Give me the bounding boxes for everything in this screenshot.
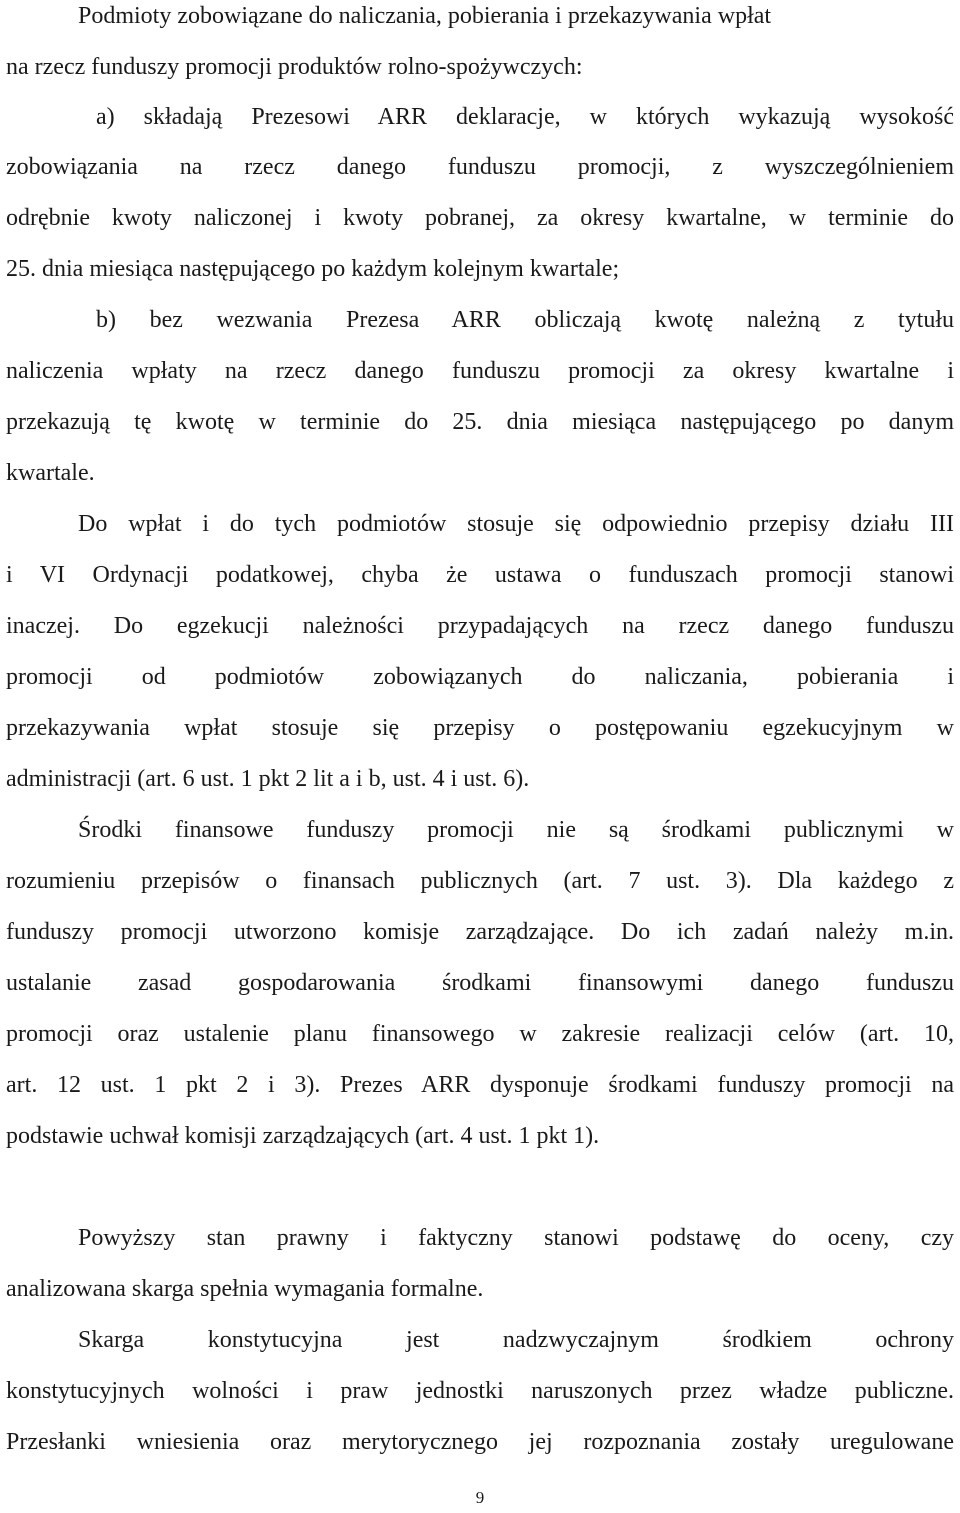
- text-line: Powyższy stan prawny i faktyczny stanowi podstawę do oceny, czy: [78, 1225, 954, 1251]
- text-line: a) składają Prezesowi ARR deklaracje, w których wykazują wysokość: [96, 104, 954, 130]
- text-line: odrębnie kwoty naliczonej i kwoty pobranej, za okresy kwartalne, w terminie do: [6, 205, 954, 231]
- text-line: promocji oraz ustalenie planu finansowego w zakresie realizacji celów (art. 10,: [6, 1021, 954, 1047]
- text-line: ustalanie zasad gospodarowania środkami finansowymi danego funduszu: [6, 970, 954, 996]
- text-line: promocji od podmiotów zobowiązanych do naliczania, pobierania i: [6, 664, 954, 690]
- text-line: naliczenia wpłaty na rzecz danego funduszu promocji za okresy kwartalne i: [6, 358, 954, 384]
- text-line: analizowana skarga spełnia wymagania formalne.: [6, 1276, 484, 1302]
- text-line: administracji (art. 6 ust. 1 pkt 2 lit a i b, ust. 4 i ust. 6).: [6, 766, 530, 792]
- text-line: Przesłanki wniesienia oraz merytorycznego jej rozpoznania zostały uregulowane: [6, 1429, 954, 1455]
- text-line: przekazywania wpłat stosuje się przepisy o postępowaniu egzekucyjnym w: [6, 715, 954, 741]
- text-line: Do wpłat i do tych podmiotów stosuje się odpowiednio przepisy działu III: [78, 511, 954, 537]
- text-line: i VI Ordynacji podatkowej, chyba że ustawa o funduszach promocji stanowi: [6, 562, 954, 588]
- text-line: kwartale.: [6, 460, 95, 486]
- text-line: Środki finansowe funduszy promocji nie są środkami publicznymi w: [78, 817, 954, 843]
- text-line: art. 12 ust. 1 pkt 2 i 3). Prezes ARR dysponuje środkami funduszy promocji na: [6, 1072, 954, 1098]
- text-line: rozumieniu przepisów o finansach publicznych (art. 7 ust. 3). Dla każdego z: [6, 868, 954, 894]
- text-line: na rzecz funduszy promocji produktów rolno-spożywczych:: [6, 54, 583, 80]
- text-line: konstytucyjnych wolności i praw jednostki naruszonych przez władze publiczne.: [6, 1378, 954, 1404]
- text-line: Skarga konstytucyjna jest nadzwyczajnym środkiem ochrony: [78, 1327, 954, 1353]
- text-line: 25. dnia miesiąca następującego po każdym kolejnym kwartale;: [6, 256, 620, 282]
- text-line: zobowiązania na rzecz danego funduszu promocji, z wyszczególnieniem: [6, 154, 954, 180]
- page-number: 9: [475, 1488, 485, 1507]
- text-line: podstawie uchwał komisji zarządzających (art. 4 ust. 1 pkt 1).: [6, 1123, 600, 1149]
- text-line: b) bez wezwania Prezesa ARR obliczają kwotę należną z tytułu: [96, 307, 954, 333]
- text-line: przekazują tę kwotę w terminie do 25. dnia miesiąca następującego po danym: [6, 409, 954, 435]
- text-line: funduszy promocji utworzono komisje zarządzające. Do ich zadań należy m.in.: [6, 919, 954, 945]
- text-line: Podmioty zobowiązane do naliczania, pobierania i przekazywania wpłat: [78, 3, 772, 29]
- text-line: inaczej. Do egzekucji należności przypadających na rzecz danego funduszu: [6, 613, 954, 639]
